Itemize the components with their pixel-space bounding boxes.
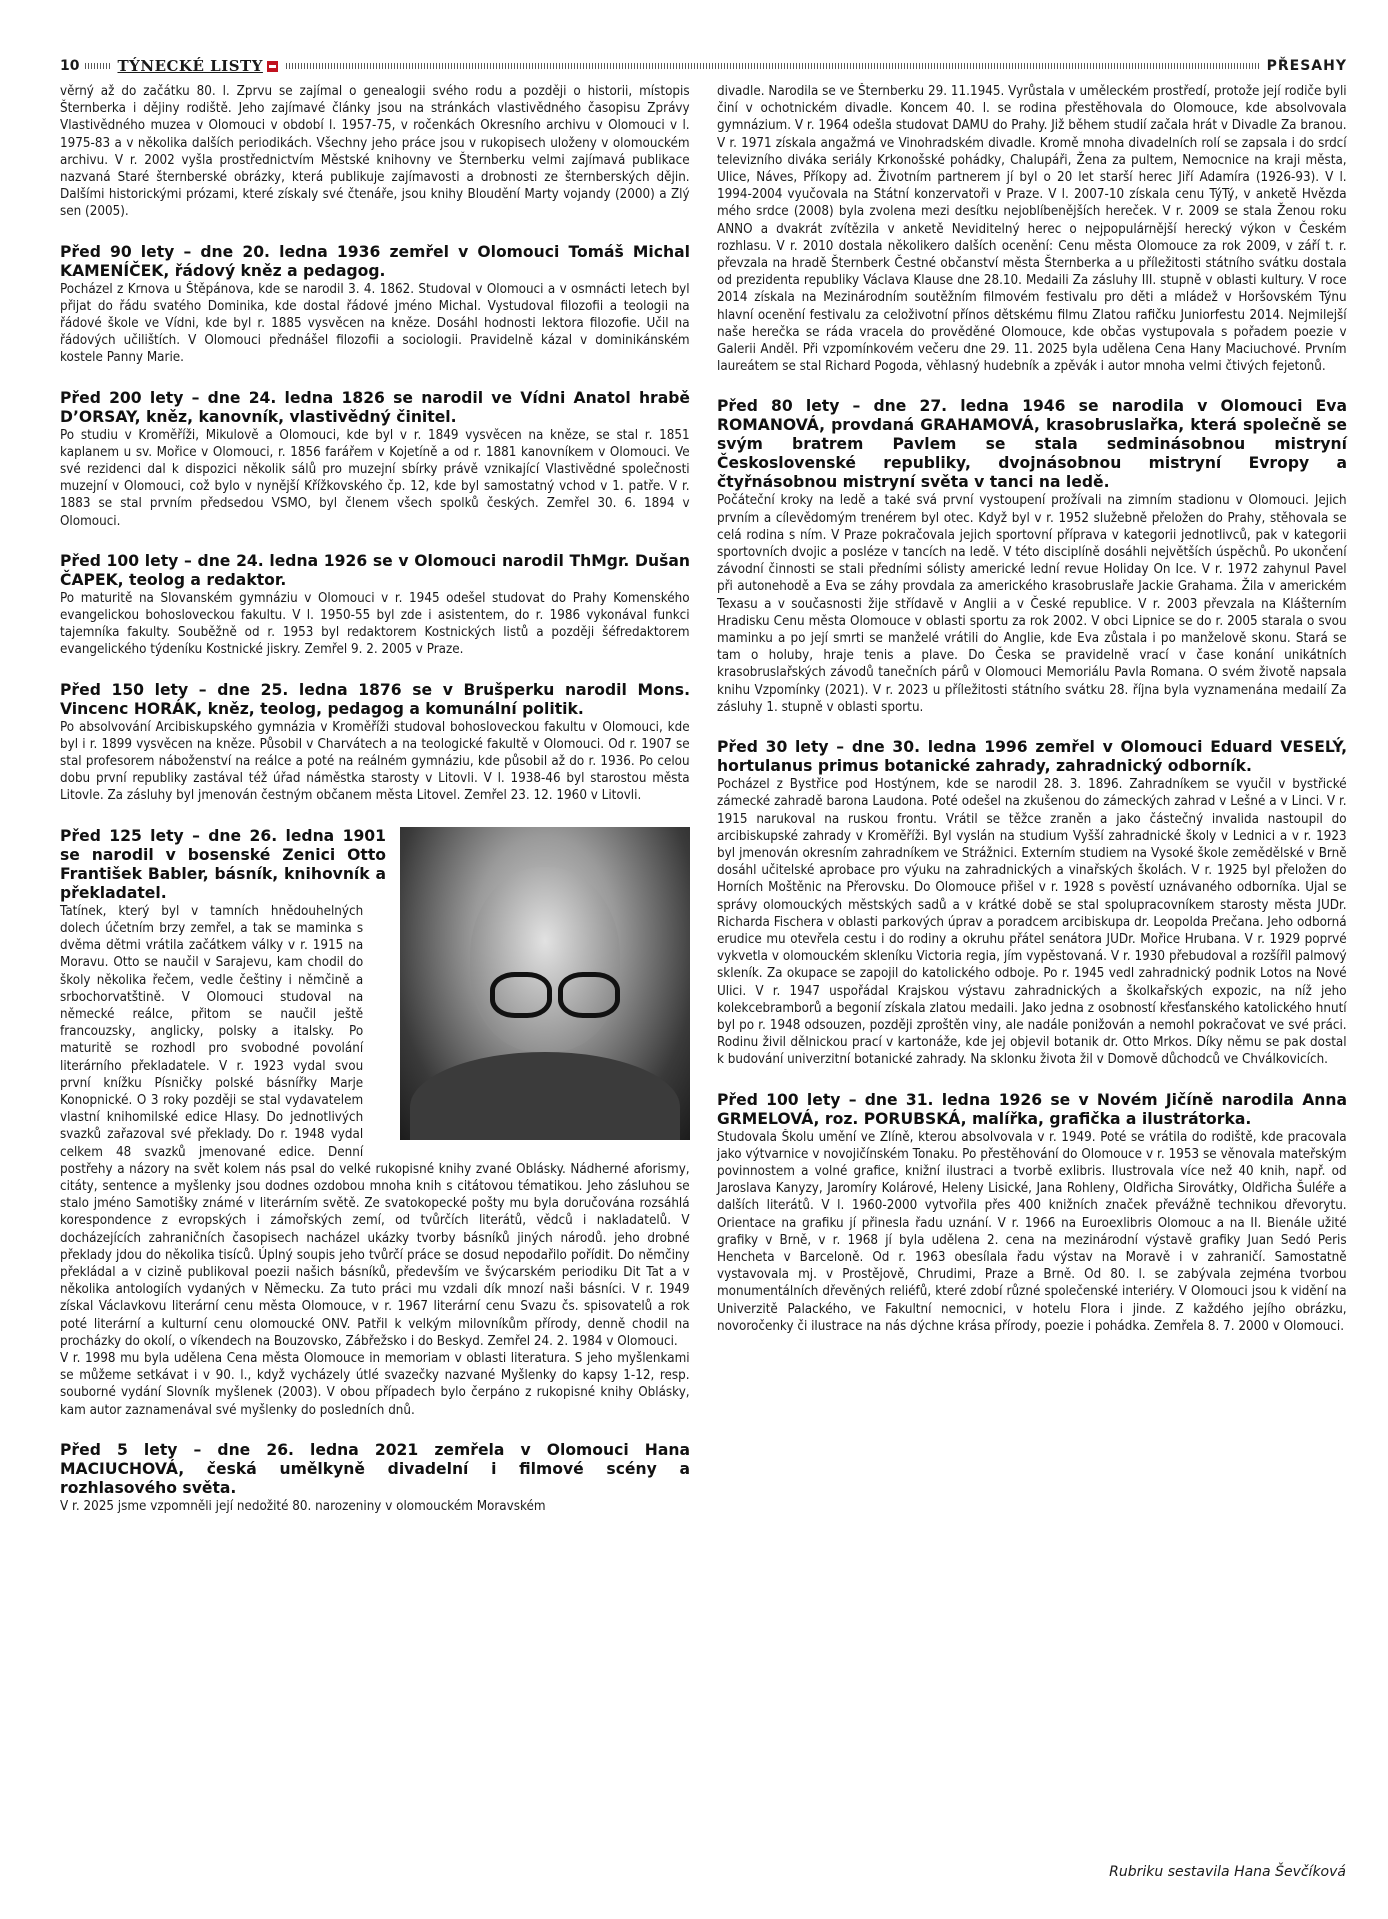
article-headline: Před 200 lety – dne 24. ledna 1826 se narodil ve Vídni Anatol hrabě D’ORSAY, kněz, kanovník, vlastivědný činitel. xyxy=(60,388,690,426)
article-text: Pocházel z Bystřice pod Hostýnem, kde se narodil 28. 3. 1896. Zahradníkem se vyučil v bystřické zámecké zahradě barona Laudona. Poté odešel na zkušenou do zámeckých zahrad v Lešné a v Linci. V r. 1915 narukoval na ruskou frontu. Vrátil se těžce zraněn a jako částečný invalida nastoupil do arcibiskupské zahrady v Kroměříži. Byl vyslán na studium Vyšší zahradnické školy v Lednici a v r. 1923 byl jmenován okresním zahradníkem ve Strážnici. Externím studiem na Vysoké škole zemědělské v Brně dosáhl učitelské aprobace pro výuku na zahradnických a vinařských školách. V r. 1925 byl přeložen do Horních Moštěnic na Přerovsku. Do Olomouce přišel v r. 1928 s pověstí uznávaného odborníka. Ujal se správy olomouckých městských sadů a v krátké době se stal spolupracovníkem starosty města JUDr. Richarda Fischera v oblasti parkových úprav a poradcem arcibiskupa dr. Leopolda Prečana. Jeho odborná erudice mu otevřela cestu i do rodiny a okruhu přátel senátora JUDr. Mořice Hrubana. V r. 1929 poprvé vykvetla v olomouckém skleníku Victoria regia, jím vypěstovaná. V r. 1930 přebudoval a rozšířil palmový skleník. Za okupace se zapojil do katolického odboje. Po r. 1945 vedl zahradnický podnik Lotos na Nové Ulici. V r. 1947 uspořádal Krajskou výstavu zahradnických a školkařských expozic, na níž jeho kolekcebramborů a begonií získala zlatou medaili. Jako jedna z osobností křesťanského katolického hnutí byl po r. 1948 odsouzen, později zproštěn viny, ale nadále ponižován a nemohl pokračovat ve své práci. Rodinu živil dělnickou prací v kartonáže, kde jej objevil botanik dr. Otto Mrkos. Díky němu se pak dostal k budování univerzitní botanické zahrady. Na sklonku života žil v Domově důchodců ve Chválkovicích. xyxy=(717,777,1347,1068)
article-headline: Před 90 lety – dne 20. ledna 1936 zemřel v Olomouci Tomáš Michal KAMENÍČEK, řádový kněz a pedagog. xyxy=(60,242,690,280)
article-text: Po maturitě na Slovanském gymnáziu v Olomouci v r. 1945 odešel studovat do Prahy Komenského evangelickou bohosloveckou fakultu. V l. 1950-55 byl zde i asistentem, do r. 1986 vykonával funkci tajemníka fakulty. Souběžně od r. 1953 byl redaktorem Kostnických listů a později šéfredaktorem evangelického týdeníku Kostnické jiskry. Zemřel 9. 2. 2005 v Praze. xyxy=(60,590,690,658)
article-gap xyxy=(60,221,690,243)
article-gap xyxy=(717,375,1347,397)
article-text: V r. 1998 mu byla udělena Cena města Olomouce in memoriam v oblasti literatura. S jeho myšlenkami se můžeme setkávat i v 90. l., když vycházely útlé svazečky nazvané Myšlenky do kapsy 1-12, resp. souborné vydání Slovník myšlenek (2003). V obou případech bylo čerpáno z rukopisné knihy Oblásky, kam autor zaznamenával své myšlenky do posledních dnů. xyxy=(60,1350,690,1418)
article-gap xyxy=(60,367,690,389)
article-headline: Před 150 lety – dne 25. ledna 1876 se v Brušperku narodil Mons. Vincenc HORÁK, kněz, teolog, pedagog a komunální politik. xyxy=(60,680,690,718)
article-text: V r. 2025 jsme vzpomněli její nedožité 80. narozeniny v olomouckém Moravském xyxy=(60,1498,546,1514)
paper-title: TÝNECKÉ LISTY xyxy=(117,57,263,75)
article-headline: Před 5 lety – dne 26. ledna 2021 zemřela v Olomouci Hana MACIUCHOVÁ, česká umělkyně divadelní i filmové scény a rozhlasového světa. xyxy=(60,1440,690,1497)
czech-flag-icon xyxy=(267,61,278,72)
article-gap xyxy=(717,1069,1347,1091)
article-headline: Před 30 lety – dne 30. ledna 1996 zemřel v Olomouci Eduard VESELÝ, hortulanus primus botanické zahrady, zahradnický odborník. xyxy=(717,738,1347,776)
article-gap xyxy=(60,530,690,552)
section-title: PŘESAHY xyxy=(1266,58,1347,74)
header-rule xyxy=(286,63,1259,69)
header-rule-left xyxy=(85,63,111,69)
article-gap xyxy=(60,1419,690,1441)
article-text: Počáteční kroky na ledě a také svá první vystoupení prožívali na zimním stadionu v Olomouci. Jejich prvním a cílevědomým trenérem byl otec. Když byl v r. 1952 služebně přeložen do Prahy, stěhovala se celá rodina s ním. V Praze pokračovala jejich sportovní příprava v kategorii jednotlivců, pak v kategorii sportovních dvojic a posléze v tancích na ledě. V této disciplíně dosáhli největších úspěchů. Po ukončení závodní činnosti se stali předními sólisty americké lední revue Holiday On Ice. V r. 1972 zahynul Pavel při autonehodě a Eva se záhy provdala za amerického krasobruslaře Jackie Grahama. Žila v americkém Texasu a v současnosti žije střídavě v Anglii a v České republice. V r. 2003 převzala na Klášterním Hradisku Cenu města Olomouce v oblasti sportu za rok 2002. V obci Lipnice se do r. 2005 starala o svou maminku a po její smrti se manželé vrátili do Anglie, kde Eva zůstala i po manželově skonu. Stará se tam o holuby, hraje tenis a plave. Do Česka se pravidelně vrací v čase konání unikátních krasobruslařských závodů tanečních párů v Olomouci Memoriálu Pavla Romana. O svém životě napsala knihu Vzpomínky (2021). V r. 2023 u příležitosti státního svátku 28. října byla vyznamenána medailí Za zásluhy 1. stupně v oblasti sportu. xyxy=(717,493,1347,715)
article-text: věrný až do začátku 80. l. Zprvu se zajímal o genealogii svého rodu a později o historii, místopis Šternberka i dějiny rodiště. Jeho zajímavé články jsou na stránkách vlastivědného časopisu Zprávy Vlastivědného muzea v Olomouci v období l. 1957-75, v ročenkách Okresního archivu v Olomouci v l. 1975-83 a v několika dalších periodikách. Všechny jeho práce jsou v rukopisech uloženy v olomouckém archivu. V r. 2002 vyšla prostřednictvím Městské knihovny ve Šternberku velmi zajímavá publikace nazvaná Staré šternberské obrázky, která publikuje zajímavosti a drobnosti ze šternberských dějin. Dalšími historickými prózami, které získaly své čtenáře, jsou knihy Bloudění Marty vojandy (2000) a Zlý sen (2005). xyxy=(60,84,690,220)
article-text: Po absolvování Arcibiskupského gymnázia v Kroměříži studoval bohosloveckou fakultu v Olomouci, kde byl i r. 1899 vysvěcen na kněze. Působil v Charvátech a na teologické fakultě v Olomouci. Od r. 1907 se stal profesorem náboženství na reálce a poté na reálném gymnáziu, kde působil až do r. 1936. Po celou dobu první republiky zastával též úřad náměstka starosty v Litovli. V l. 1938-46 byl starostou města Litovle. Za zásluhy byl jmenován čestným občanem města Litovel. Zemřel 23. 12. 1960 v Litovli. xyxy=(60,719,690,804)
article-headline: Před 100 lety – dne 31. ledna 1926 se v Novém Jičíně narodila Anna GRMELOVÁ, roz. PORUBSKÁ, malířka, grafička a ilustrátorka. xyxy=(717,1090,1347,1128)
article-headline: Před 125 lety – dne 26. ledna 1901 se narodil v bosenské Zenici Otto František Babler, básník, knihovník a překladatel. xyxy=(60,826,386,902)
article-gap xyxy=(717,716,1347,738)
article-text: Po studiu v Kroměříži, Mikulově a Olomouci, kde byl v r. 1849 vysvěcen na kněze, se stal r. 1851 kaplanem u sv. Mořice v Olomouci, r. 1856 farářem v Kojetíně a od r. 1881 kanovníkem v Olomouci. Ve své rezidenci dal k dispozici několik sálů pro muzejní sbírky právě vznikající Vlastivědné společnosti muzejní v Olomouci, což bylo v nynější Křížkovského čp. 12, kde byl samostatný vchod v 1. patře. V r. 1883 se stal prvním předsedou VSMO, byl členem všech spolků českých. Zemřel 30. 6. 1894 v Olomouci. xyxy=(60,427,690,529)
article-gap xyxy=(60,659,690,681)
article-text: Studovala Školu umění ve Zlíně, kterou absolvovala v r. 1949. Poté se vrátila do rodiště, kde pracovala jako výtvarnice v novojičínském Tonaku. Po přestěhování do Olomouce v r. 1953 se věnovala mateřským povinnostem a volné grafice, knižní ilustraci a tvorbě exlibris. Ilustrovala více než 40 knih, např. od Jaroslava Kanyzy, Jaromíry Kolárové, Heleny Lisické, Jana Rohleny, Oldřicha Sirovátky, Oldřicha Šuléře a dalších literátů. V l. 1960-2000 vytvořila přes 400 knižních značek převážně technikou dřevorytu. Orientace na grafiku jí přinesla řadu uznání. V r. 1966 na Euroexlibris Olomouc a na II. Bienále užité grafiky v Brně, v r. 1968 jí byla udělena 2. cena na mezinárodní výstavě grafiky Juan Sedó Peris Hencheta v Barceloně. Od r. 1963 obesílala řadu výstav na Moravě i v zahraničí. Samostatně vystavovala mj. v Prostějově, Chrudimi, Praze a Brně. Od 80. l. se zabývala zejména tvorbou monumentálních dřevěných reliéfů, které zdobí různé společenské interiéry. V Olomouci jsou k vidění na Univerzitě Palackého, ve Fakultní nemocnici, v hotelu Flora i jinde. Z každého jejího obrázku, novoročenky či ilustrace na nás dýchne krása přírody, poezie i pohádka. Zemřela 8. 7. 2000 v Olomouci. xyxy=(717,1129,1347,1334)
article-headline: Před 100 lety – dne 24. ledna 1926 se v Olomouci narodil ThMgr. Dušan ČAPEK, teolog a redaktor. xyxy=(60,551,690,589)
page-header xyxy=(60,55,1347,77)
article-text: Tatínek, který byl v tamních hnědouhelných dolech účetním brzy zemřel, a tak se maminka s dvěma dětmi vrátila začátkem války v r. 1915 na Moravu. Otto se naučil v Sarajevu, kam chodil do školy několika řečem, vedle češtiny i němčině a srbochorvatštině. V Olomouci studoval na německé reálce, přitom se naučil ještě francouzsky, anglicky, polsky a italsky. Po maturitě se rozhodl pro svobodné povolání literárního překladatele. V r. 1923 vydal svou první knížku Písničky polské básnířky Marje Konopnické. O 3 roky později se stal vydavatelem vlastní knihomilské edice Hlasy. Do jednotlivých svazků zařazoval své překlady. Do r. 1948 vydal celkem 48 svazků jmenované edice. Denní postřehy a názory na svět kolem nás psal do velké rukopisné knihy zvané Oblásky. Nádherné aforismy, citáty, sentence a myšlenky jsou dodnes ozdobou mnoha knih s citátovou tématikou. Jeho zásluhou se stalo jméno Samotišky známé v literárním světě. Ze svatokopecké pošty mu byla doručována rozsáhlá korespondence z evropských i zámořských zemí, od tvůrčích literátů, vědců i nakladatelů. V docházejících zahraničních časopisech nacházel ukázky tvorby básníků jiných národů. jeho drobné překlady jdou do několika tisíců. Úplný soupis jeho tvůrčí práce se dosud nepodařilo pořídit. Do němčiny překládal a v cizině publikoval poezii našich básníků, především ve švýcarském periodiku Dit Tat a v několika antologiích vydaných v Německu. Za tuto práci mu vzdali dík mnozí naši básníci. V r. 1949 získal Václavkovu literární cenu města Olomouce, v r. 1967 literární cenu Svazu čs. spisovatelů a rok poté literární a kulturní cenu olomoucké ONV. Patřil k velkým milovníkům přírody, denně chodil na procházky do okolí, o víkendech na Bouzovsko, Zábřežsko i do Beskyd. Zemřel 24. 2. 1984 v Olomouci. xyxy=(60,903,690,1349)
page-number: 10 xyxy=(60,58,80,74)
right-column xyxy=(717,83,1347,1335)
left-column xyxy=(60,83,690,1515)
article-gap xyxy=(60,805,690,827)
article-text: divadle. Narodila se ve Šternberku 29. 11.1945. Vyrůstala v uměleckém prostředí, protože její rodiče byli činí v ochotnickém divadle. Koncem 40. l. se rodina přestěhovala do Olomouce, kde absolvovala gymnázium. V r. 1964 odešla studovat DAMU do Prahy. Již během studií začala hrát v Divadle Za branou. V r. 1971 získala angažmá ve Vinohradském divadle. Kromě mnoha divadelních rolí se zapsala i do srdcí televizního diváka seriály Krkonošské pohádky, Chalupáři, Žena za pultem, Nemocnice na kraji města, Ulice, Náves, Příkopy ad. Životním partnerem jí byl o 20 let starší herec Jiří Adamíra (1926-93). V l. 1994-2004 vyučovala na Státní konzervatoři v Praze. V l. 2007-10 získala cenu TýTý, v anketě Hvězda mého srdce (2008) byla zvolena mezi desítku nejoblíbenějších hereček. V r. 2009 se stala Ženou roku ANNO a dvakrát zvítězila v anketě Neviditelný herec o nejpopulárnější herecký výkon v Českém rozhlasu. V r. 2010 dostala několikero dalších ocenění: Cenu města Olomouce za rok 2009, v září t. r. převzala na hradě Šternberk Čestné občanství města Šternberka a u příležitosti státního svátku dostala od prezidenta republiky Václava Klause dne 28.10. Medaili Za zásluhy III. stupně v oblasti kultury. V roce 2014 získala na Mezinárodním soutěžním filmovém festivalu pro děti a mládež v Horšovském Týnu hlavní ocenění festivalu za celoživotní přínos dětskému filmu Zlatou rafičku Juniorfestu 2014. Nejmilejší naše herečka se ráda vracela do prověděné Olomouce, kde občas vystupovala s pořadem poezie v Galerii Anděl. Při vzpomínkovém večeru dne 29. 11. 2025 byla udělena Cena Hany Maciuchové. Prvním laureátem se stal Richard Pogoda, věhlasný hudebník a zpěvák i autor mnoha velmi čtivých fejetonů. xyxy=(717,84,1347,375)
article-text: Pocházel z Krnova u Štěpánova, kde se narodil 3. 4. 1862. Studoval v Olomouci a v osmnácti letech byl přijat do řádu svatého Dominika, kde dostal řádové jméno Michal. Vystudoval filozofii a teologii na řádové škole ve Vídni, kde byl r. 1885 vysvěcen na kněze. Dosáhl hodnosti lektora filozofie. Učil na řádových učilištích. V Olomouci přednášel filozofii a sociologii. Pravidelně kázal v dominikánském kostele Panny Marie. xyxy=(60,281,690,366)
article-headline: Před 80 lety – dne 27. ledna 1946 se narodila v Olomouci Eva ROMANOVÁ, provdaná GRAHAMOVÁ, krasobruslařka, která společně se svým bratrem Pavlem se stala sedminásobnou mistryní Československé republiky, dvojnásobnou mistryní Evropy a čtyřnásobnou mistryní světa v tanci na ledě. xyxy=(717,397,1347,492)
rubric-credit: Rubriku sestavila Hana Ševčíková xyxy=(1109,1864,1346,1880)
